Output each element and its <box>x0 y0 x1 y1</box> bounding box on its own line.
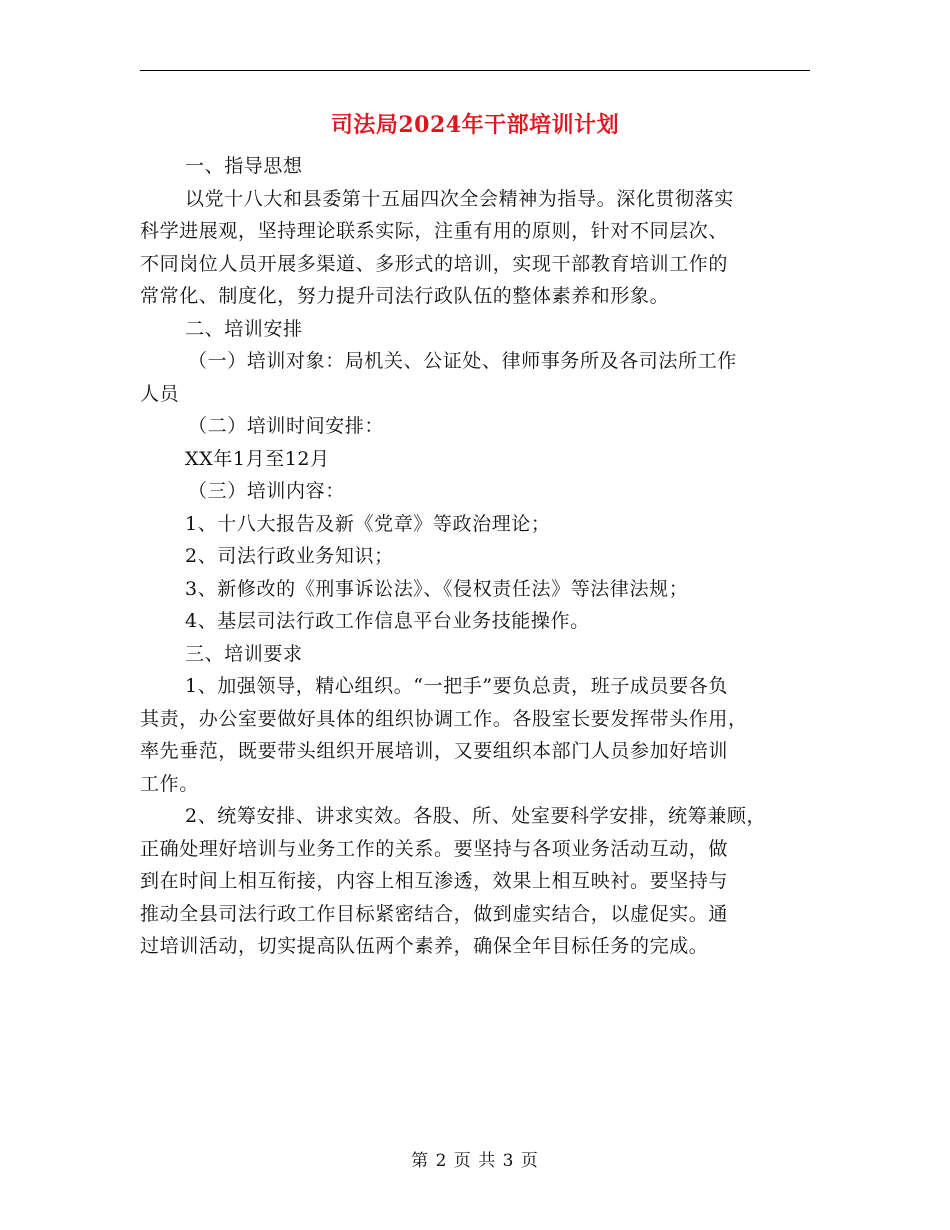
body-line: 3、新修改的《刑事诉讼法》、《侵权责任法》等法律法规； <box>185 577 689 600</box>
body-line: 2、司法行政业务知识； <box>185 545 394 567</box>
body-line: 其责，办公室要做好具体的组织协调工作。各股室长要发挥带头作用， <box>140 707 748 730</box>
body-line: 4、基层司法行政工作信息平台业务技能操作。 <box>185 610 590 632</box>
body-line: 二、培训安排 <box>185 317 303 340</box>
document-body <box>140 150 820 963</box>
body-line: 到在时间上相互衔接，内容上相互渗透，效果上相互映衬。要坚持与 <box>140 870 729 892</box>
body-line: （一）培训对象：局机关、公证处、律师事务所及各司法所工作 <box>188 350 737 372</box>
body-line: 以党十八大和县委第十五届四次全会精神为指导。深化贯彻落实 <box>185 187 734 210</box>
body-line: 不同岗位人员开展多渠道、多形式的培训，实现干部教育培训工作的 <box>140 252 729 275</box>
body-line: （三）培训内容： <box>188 480 345 502</box>
body-line: 三、培训要求 <box>185 642 303 665</box>
header-rule <box>140 70 810 71</box>
body-line: 1、十八大报告及新《党章》等政治理论； <box>185 512 551 535</box>
body-line: XX年1月至12月 <box>185 447 330 470</box>
body-line: 常常化、制度化，努力提升司法行政队伍的整体素养和形象。 <box>140 285 670 307</box>
body-line: 率先垂范，既要带头组织开展培训，又要组织本部门人员参加好培训 <box>140 740 729 762</box>
body-line: 科学进展观，坚持理论联系实际，注重有用的原则，针对不同层次、 <box>140 220 729 242</box>
body-line: 正确处理好培训与业务工作的关系。要坚持与各项业务活动互动，做 <box>140 837 729 860</box>
body-line: 人员 <box>140 382 180 405</box>
body-line: （二）培训时间安排： <box>188 415 385 437</box>
body-line: 一、指导思想 <box>185 155 303 177</box>
body-line: 推动全县司法行政工作目标紧密结合，做到虚实结合，以虚促实。通 <box>140 902 729 925</box>
page-footer: 第 2 页 共 3 页 <box>411 1151 539 1171</box>
body-line: 工作。 <box>140 772 199 795</box>
body-line: 1、加强领导，精心组织。“一把手”要负总责，班子成员要各负 <box>185 675 728 697</box>
body-line: 过培训活动，切实提高队伍两个素养，确保全年目标任务的完成。 <box>140 935 709 957</box>
document-title: 司法局2024年干部培训计划 <box>330 112 620 138</box>
body-line: 2、统筹安排、讲求实效。各股、所、处室要科学安排，统筹兼顾， <box>185 805 767 827</box>
